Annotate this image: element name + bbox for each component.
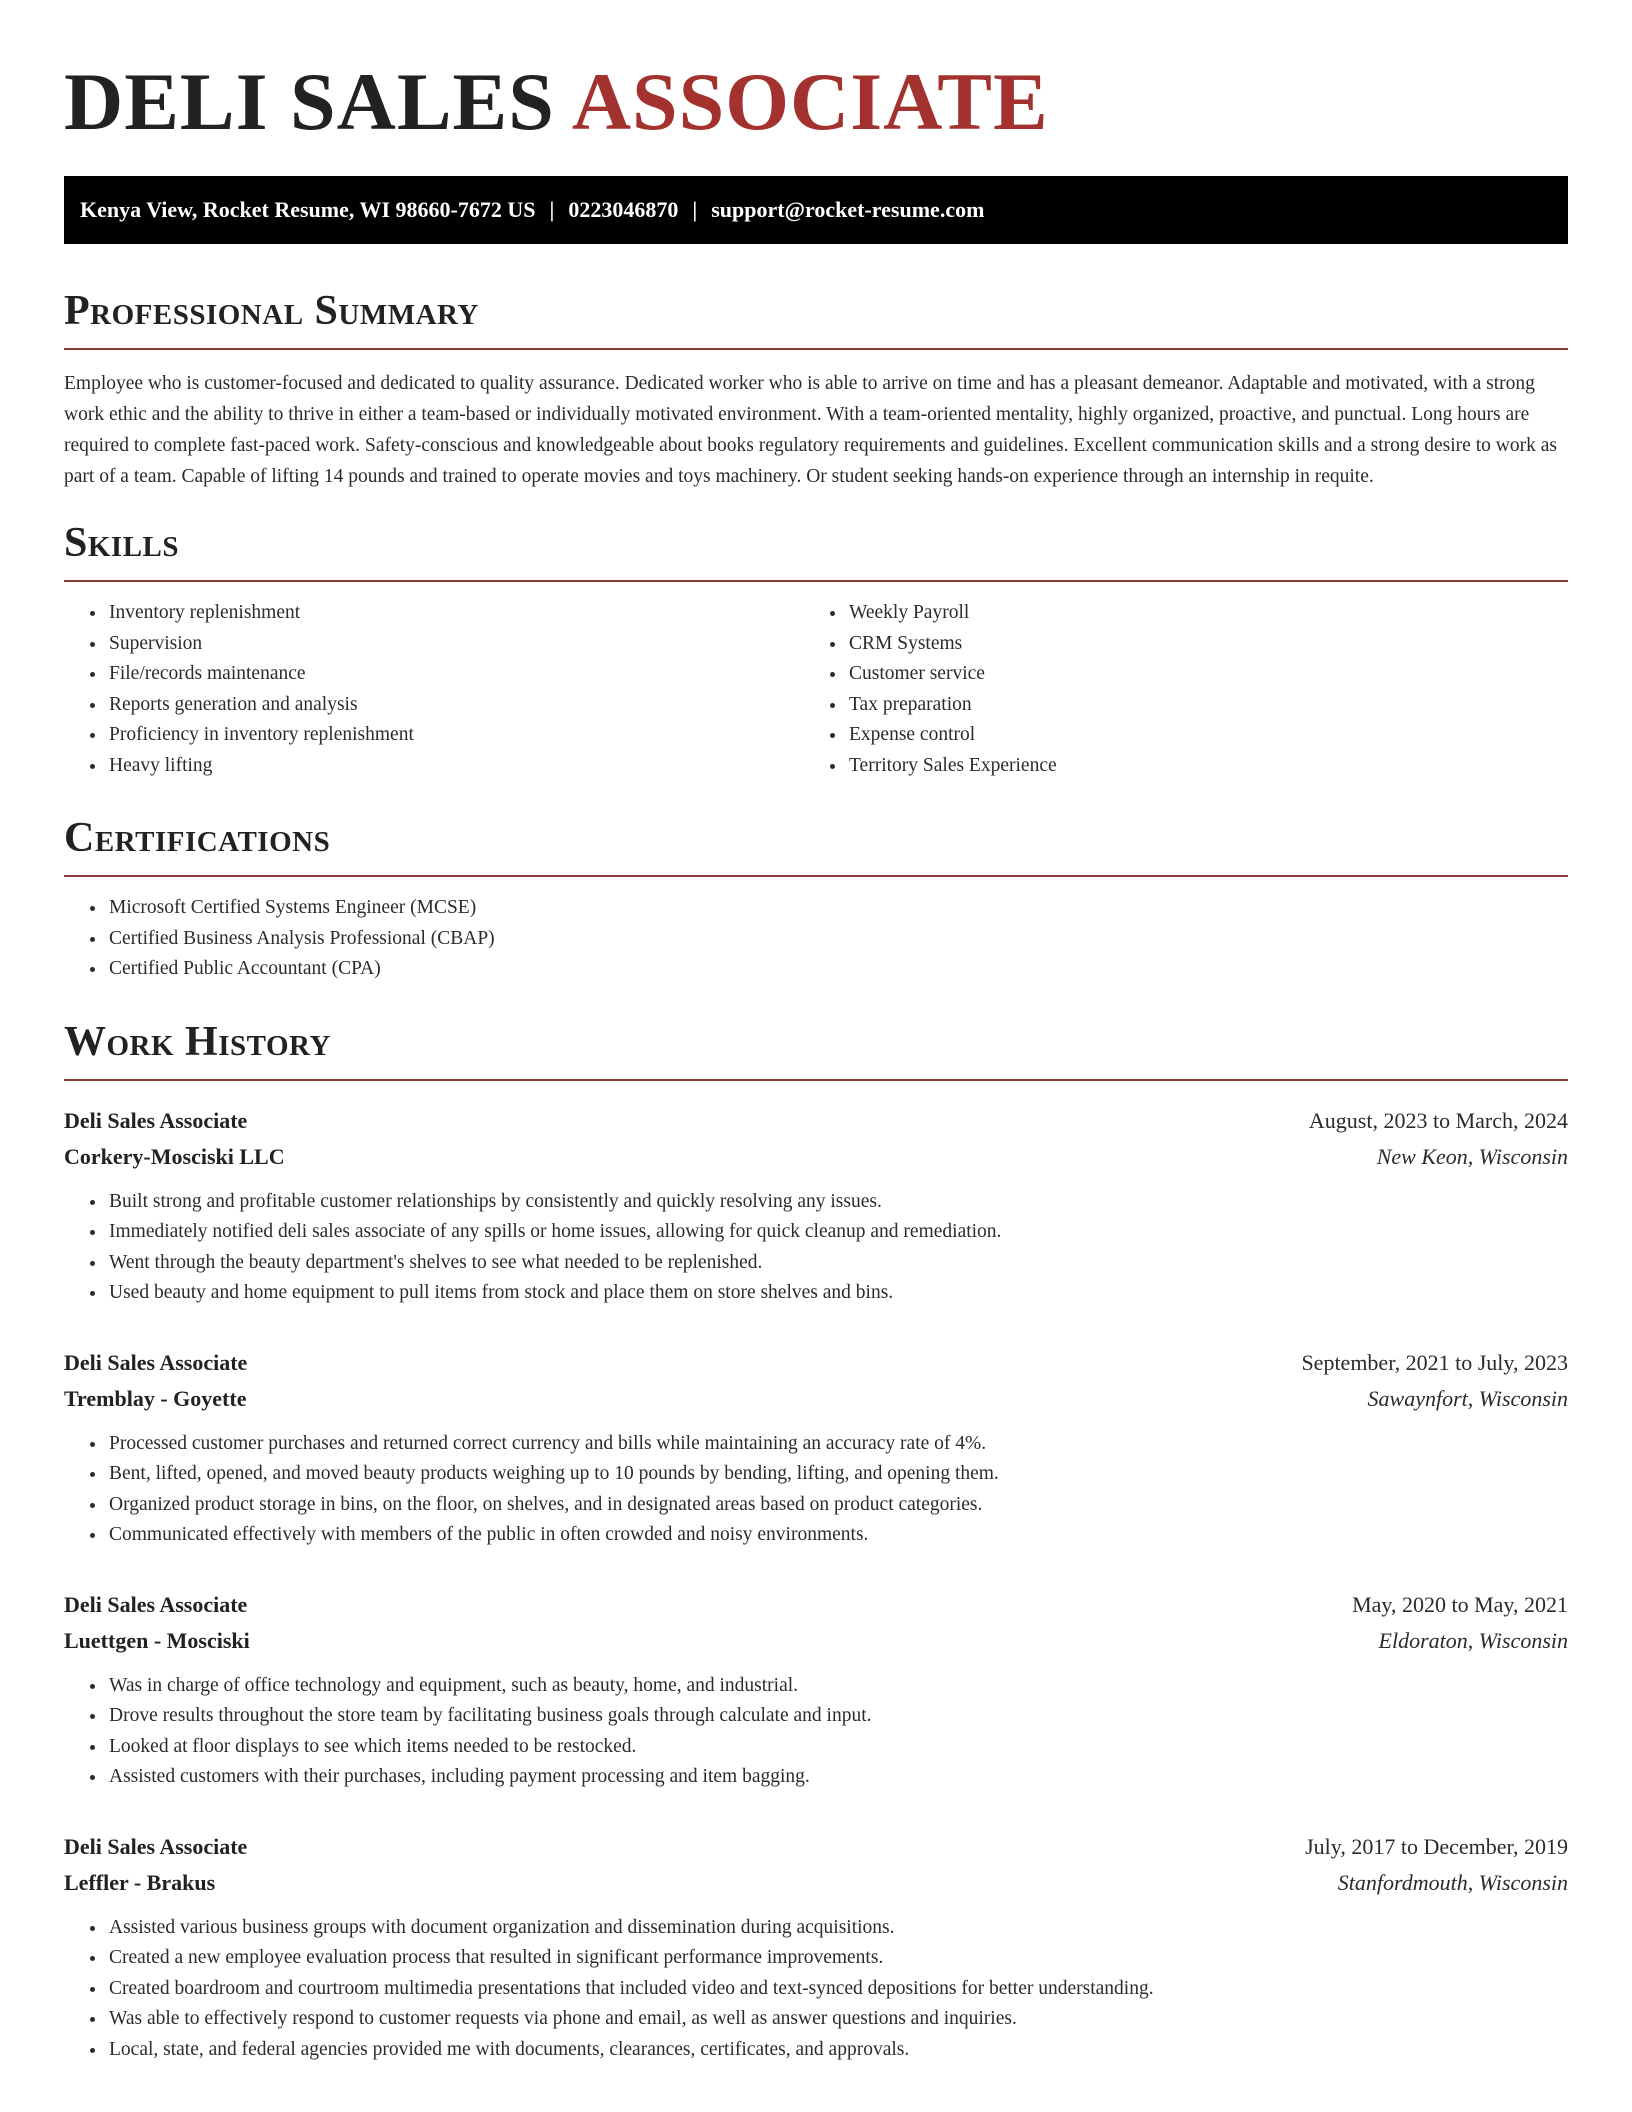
certification-item: • Certified Public Accountant (CPA) — [107, 954, 1568, 985]
job-bullet: • Went through the beauty department's shelves to see what needed to be replenished. — [107, 1248, 1568, 1279]
job-dates: August, 2023 to March, 2024 — [1308, 1107, 1568, 1133]
section-divider — [64, 875, 1568, 877]
contact-email[interactable]: support@rocket-resume.com — [711, 197, 985, 222]
contact-bar — [64, 176, 1568, 244]
job-list — [64, 1103, 1568, 2066]
job-company: Corkery-Mosciski LLC — [64, 1143, 285, 1169]
job-bullet: • Assisted various business groups with document organization and dissemination during acquisitions. — [107, 1913, 1568, 1944]
job-bullet: • Bent, lifted, opened, and moved beauty products weighing up to 10 pounds by bending, lifting, and opening them. — [107, 1459, 1568, 1490]
certifications-section — [64, 813, 1568, 985]
job-bullet: • Created boardroom and courtroom multimedia presentations that included video and text-synced depositions for better understanding. — [107, 1974, 1568, 2005]
job-dates: September, 2021 to July, 2023 — [1301, 1349, 1568, 1375]
skill-item: • Proficiency in inventory replenishment — [107, 720, 804, 751]
section-title-work-history: Work History — [64, 1018, 331, 1065]
job-company: Luettgen - Mosciski — [64, 1627, 250, 1653]
section-title-certifications: Certifications — [64, 815, 331, 861]
professional-summary-section — [64, 286, 1568, 492]
job-entry — [64, 1829, 1568, 2066]
skills-list-right — [804, 598, 1544, 781]
job-company-row — [64, 1381, 1568, 1417]
job-company-row — [64, 1865, 1568, 1901]
job-header-row — [64, 1345, 1568, 1381]
job-title: Deli Sales Associate — [64, 1349, 248, 1375]
skill-item: • Weekly Payroll — [847, 598, 1544, 629]
job-entry — [64, 1103, 1568, 1309]
job-location: Eldoraton, Wisconsin — [1378, 1627, 1568, 1653]
skill-item: • CRM Systems — [847, 629, 1544, 660]
section-divider — [64, 580, 1568, 582]
job-bullet: • Immediately notified deli sales associate of any spills or home issues, allowing for quick cleanup and remediation. — [107, 1217, 1568, 1248]
job-bullet: • Was able to effectively respond to customer requests via phone and email, as well as answer questions and inquiries. — [107, 2004, 1568, 2035]
skills-list-left — [64, 598, 804, 781]
contact-separator: | — [692, 197, 698, 222]
job-company: Tremblay - Goyette — [64, 1385, 247, 1411]
contact-separator: | — [549, 197, 555, 222]
certifications-list — [64, 893, 1568, 985]
job-company: Leffler - Brakus — [64, 1869, 216, 1895]
skill-item: • File/records maintenance — [107, 659, 804, 690]
skills-column-right — [804, 598, 1544, 781]
skill-item: • Supervision — [107, 629, 804, 660]
job-location: Sawaynfort, Wisconsin — [1367, 1385, 1568, 1411]
job-bullet-list — [64, 1671, 1568, 1793]
job-title: Deli Sales Associate — [64, 1833, 248, 1859]
job-location: New Keon, Wisconsin — [1376, 1143, 1568, 1169]
job-header-row — [64, 1587, 1568, 1623]
job-dates: July, 2017 to December, 2019 — [1305, 1833, 1568, 1859]
skills-column-left — [64, 598, 804, 781]
skills-section — [64, 518, 1568, 781]
job-header-row — [64, 1103, 1568, 1139]
contact-address: Kenya View, Rocket Resume, WI 98660-7672 US — [80, 197, 536, 222]
job-bullet: • Looked at floor displays to see which items needed to be restocked. — [107, 1732, 1568, 1763]
summary-text: Employee who is customer-focused and dedicated to quality assurance. Dedicated worker who is able to arrive on time and has a pleasant demeanor. Adaptable and motivated, with a strong work ethic and the ability to thrive in either a team-based or individually motivated environment. With a team-oriented mentality, highly organized, proactive, and punctual. Long hours are required to complete fast-paced work. Safety-conscious and knowledgeable about books regulatory requirements and guidelines. Excellent communication skills and a strong desire to work as part of a team. Capable of lifting 14 pounds and trained to operate movies and toys machinery. Or student seeking hands-on experience through an internship in requite. — [64, 373, 1557, 487]
job-dates: May, 2020 to May, 2021 — [1352, 1591, 1568, 1617]
job-bullet: • Processed customer purchases and returned correct currency and bills while maintaining an accuracy rate of 4%. — [107, 1429, 1568, 1460]
job-company-row — [64, 1623, 1568, 1659]
job-bullet-list — [64, 1187, 1568, 1309]
job-bullet-list — [64, 1913, 1568, 2066]
job-bullet: • Local, state, and federal agencies provided me with documents, clearances, certificates, and approvals. — [107, 2035, 1568, 2066]
job-company-row — [64, 1139, 1568, 1175]
job-bullet: • Drove results throughout the store team by facilitating business goals through calculate and input. — [107, 1701, 1568, 1732]
job-entry — [64, 1345, 1568, 1551]
skill-item: • Reports generation and analysis — [107, 690, 804, 721]
job-bullet: • Created a new employee evaluation process that resulted in significant performance improvements. — [107, 1943, 1568, 1974]
section-divider — [64, 348, 1568, 350]
skill-item: • Customer service — [847, 659, 1544, 690]
certification-item: • Microsoft Certified Systems Engineer (MCSE) — [107, 893, 1568, 924]
job-location: Stanfordmouth, Wisconsin — [1337, 1869, 1568, 1895]
page-title — [64, 56, 1568, 148]
skill-item: • Heavy lifting — [107, 751, 804, 782]
skill-item: • Territory Sales Experience — [847, 751, 1544, 782]
work-history-section — [64, 1017, 1568, 2066]
job-bullet-list — [64, 1429, 1568, 1551]
job-bullet: • Used beauty and home equipment to pull items from stock and place them on store shelves and bins. — [107, 1278, 1568, 1309]
job-bullet: • Organized product storage in bins, on the floor, on shelves, and in designated areas based on product categories. — [107, 1490, 1568, 1521]
job-bullet: • Communicated effectively with members of the public in often crowded and noisy environments. — [107, 1520, 1568, 1551]
job-title: Deli Sales Associate — [64, 1107, 248, 1133]
job-title: Deli Sales Associate — [64, 1591, 248, 1617]
certification-item: • Certified Business Analysis Professional (CBAP) — [107, 924, 1568, 955]
job-bullet: • Built strong and profitable customer relationships by consistently and quickly resolving any issues. — [107, 1187, 1568, 1218]
section-title-summary: Professional Summary — [64, 288, 479, 334]
job-header-row — [64, 1829, 1568, 1865]
job-bullet: • Was in charge of office technology and equipment, such as beauty, home, and industrial. — [107, 1671, 1568, 1702]
skill-item: • Tax preparation — [847, 690, 1544, 721]
section-divider — [64, 1079, 1568, 1081]
name-part-1: DELI SALES — [64, 56, 555, 147]
name-part-2: ASSOCIATE — [571, 56, 1049, 147]
job-entry — [64, 1587, 1568, 1793]
section-title-skills: Skills — [64, 520, 180, 566]
skill-item: • Expense control — [847, 720, 1544, 751]
job-bullet: • Assisted customers with their purchases, including payment processing and item bagging. — [107, 1762, 1568, 1793]
contact-phone: 0223046870 — [568, 197, 679, 222]
skills-grid — [64, 598, 1568, 781]
skill-item: • Inventory replenishment — [107, 598, 804, 629]
